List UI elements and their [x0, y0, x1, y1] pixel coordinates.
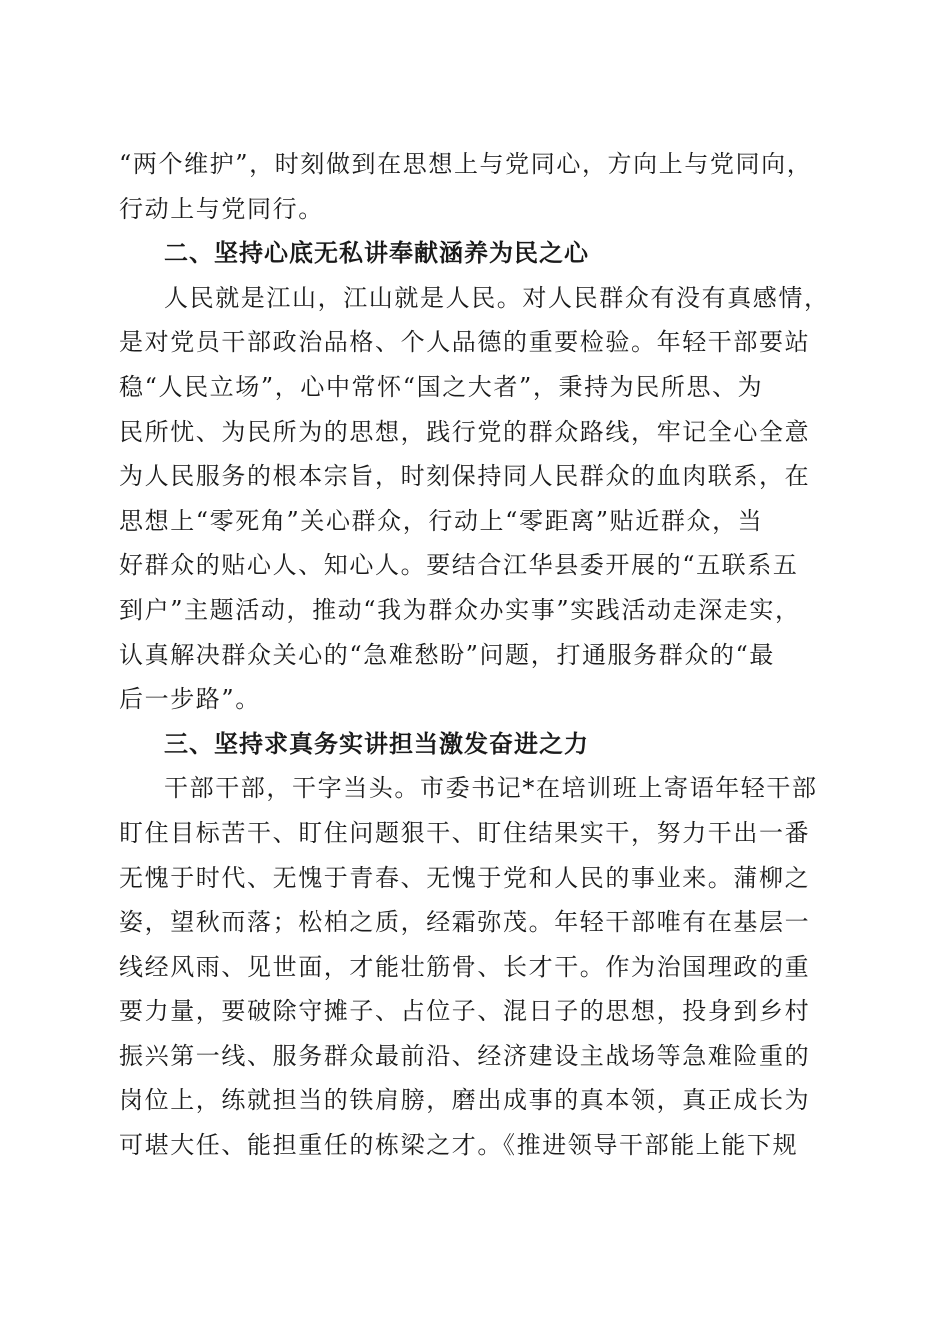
text-line: 岗位上，练就担当的铁肩膀，磨出成事的真本领，真正成长为 [119, 1086, 811, 1115]
text-line: 民所忧、为民所为的思想，践行党的群众路线，牢记全心全意 [119, 417, 811, 446]
section-heading-3: 三、坚持求真务实讲担当激发奋进之力 [164, 729, 589, 758]
text-line: 姿，望秋而落；松柏之质，经霜弥茂。年轻干部唯有在基层一 [119, 908, 811, 937]
text-line: 无愧于时代、无愧于青春、无愧于党和人民的事业来。蒲柳之 [119, 863, 811, 892]
text-line: 要力量，要破除守摊子、占位子、混日子的思想，投身到乡村 [119, 997, 811, 1026]
text-line: 盯住目标苦干、盯住问题狠干、盯住结果实干，努力干出一番 [119, 818, 811, 847]
text-line: 振兴第一线、服务群众最前沿、经济建设主战场等急难险重的 [119, 1041, 811, 1070]
text-line: 行动上与党同行。 [119, 194, 324, 223]
text-line: 为人民服务的根本宗旨，时刻保持同人民群众的血肉联系，在 [119, 462, 811, 491]
text-line: 好群众的贴心人、知心人。要结合江华县委开展的“五联系五 [119, 551, 799, 580]
section-heading-2: 二、坚持心底无私讲奉献涵养为民之心 [164, 239, 589, 268]
text-line: 干部干部，干字当头。市委书记*在培训班上寄语年轻干部 [164, 774, 818, 803]
text-line: 可堪大任、能担重任的栋梁之才。《推进领导干部能上能下规 [119, 1131, 799, 1160]
text-line: 后一步路”。 [119, 685, 261, 714]
text-line: 思想上“零死角”关心群众，行动上“零距离”贴近群众，当 [119, 506, 764, 535]
text-line: 认真解决群众关心的“急难愁盼”问题，打通服务群众的“最 [119, 640, 776, 669]
document-body [119, 142, 831, 1168]
text-line: 是对党员干部政治品格、个人品德的重要检验。年轻干部要站 [119, 328, 811, 357]
text-line: 人民就是江山，江山就是人民。对人民群众有没有真感情， [164, 283, 830, 312]
text-line: 到户”主题活动，推动“我为群众办实事”实践活动走深走实， [119, 595, 801, 624]
text-line: 线经风雨、见世面，才能壮筋骨、长才干。作为治国理政的重 [119, 952, 811, 981]
text-line: 稳“人民立场”，心中常怀“国之大者”，秉持为民所思、为 [119, 372, 764, 401]
text-line: “两个维护”，时刻做到在思想上与党同心，方向上与党同向， [119, 150, 813, 178]
